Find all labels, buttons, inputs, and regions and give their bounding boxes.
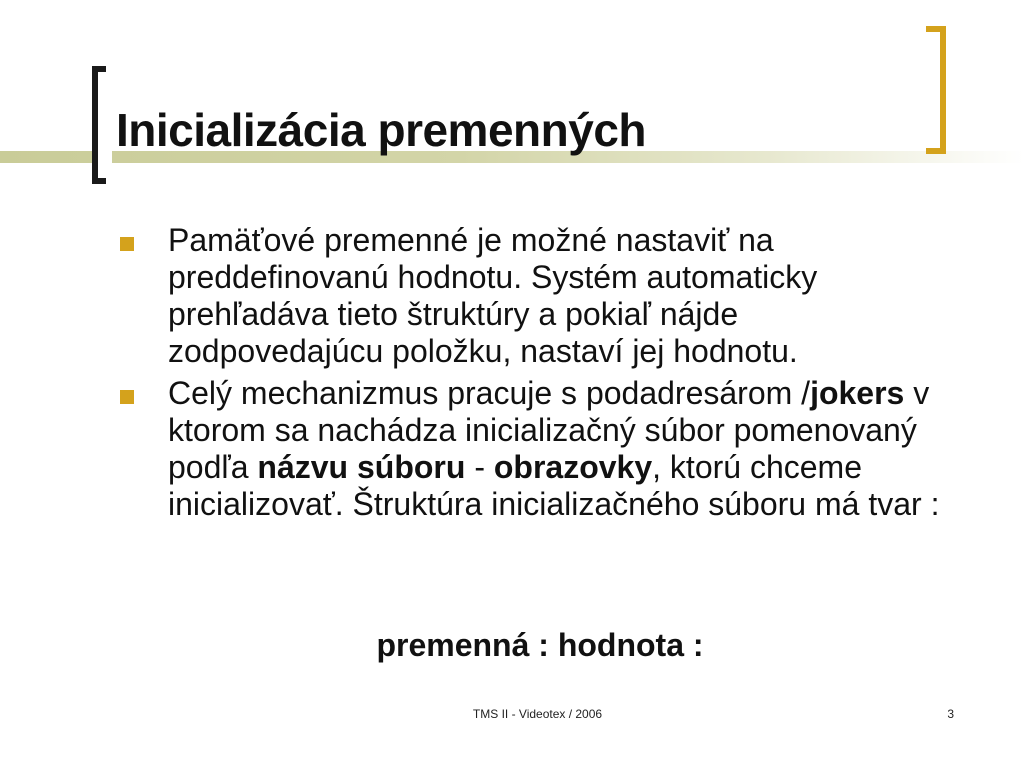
bullet-text-part: Celý mechanizmus pracuje s podadresárom / <box>168 375 811 411</box>
bullet-text-part: v ktorom sa nachádza inicializačný súbor pomenovaný podľa <box>168 375 930 485</box>
slide-title: Inicializácia premenných <box>116 104 647 156</box>
bold-term-file-name: názvu súboru <box>257 449 466 485</box>
bullet-list <box>120 222 960 528</box>
bold-term-screen: obrazovky <box>493 449 653 485</box>
footer-text: TMS II - Videotex / 2006 <box>472 707 603 721</box>
format-example-line: premenná : hodnota : <box>376 627 704 663</box>
bold-term-jokers: jokers <box>810 375 905 411</box>
bullet-item-2 <box>120 375 960 523</box>
square-bullet-icon <box>120 390 134 404</box>
right-bracket-decoration <box>926 26 946 154</box>
bullet-text: Pamäťové premenné je možné nastaviť na preddefinovanú hodnotu. Systém automaticky prehľadáva tieto štruktúry a pokiaľ nájde zodpovedajúcu položku, nastaví jej hodnotu. <box>168 222 818 369</box>
bullet-text-part: - <box>465 449 494 485</box>
bullet-text-part: , ktorú chceme inicializovať. Štruktúra inicializačného súboru má tvar : <box>168 449 940 522</box>
page-number: 3 <box>947 707 954 721</box>
bullet-text <box>168 375 958 523</box>
left-bracket-decoration <box>92 66 106 184</box>
square-bullet-icon <box>120 237 134 251</box>
bullet-item-1 <box>120 222 960 370</box>
